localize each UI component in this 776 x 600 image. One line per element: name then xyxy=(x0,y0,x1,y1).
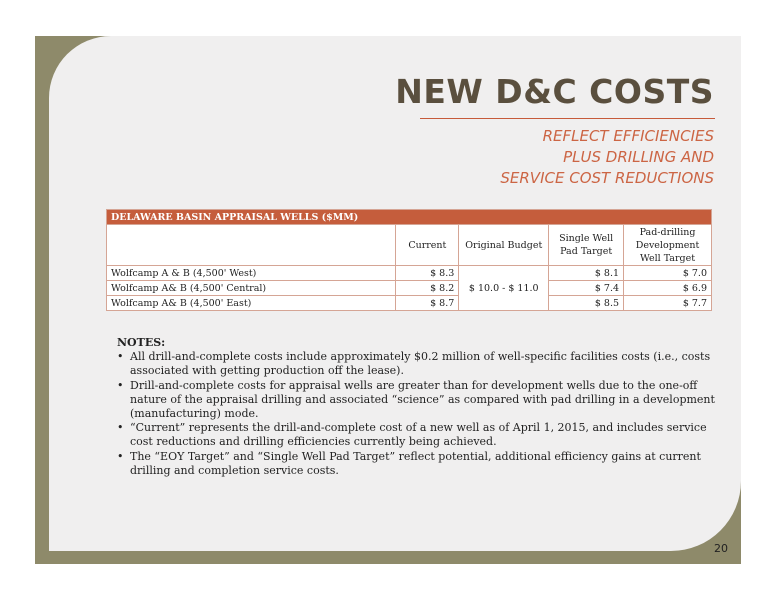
col-header-original-budget: Original Budget xyxy=(459,225,549,266)
header-line: Development xyxy=(635,239,700,251)
note-item xyxy=(117,350,717,378)
single-well-cost-cell: $ 8.1 xyxy=(549,266,624,281)
table-row xyxy=(107,281,712,296)
note-text: “Current” represents the drill-and-complete cost of a new well as of April 1, 2015, and includes service cost reductions and drilling efficiencies currently being achieved. xyxy=(130,421,707,449)
single-well-cost-cell: $ 7.4 xyxy=(549,281,624,296)
note-text: All drill-and-complete costs include approximately $0.2 million of well-specific facilities costs (i.e., costs associated with getting production off the lease). xyxy=(130,350,711,378)
single-well-cost-cell: $ 8.5 xyxy=(549,296,624,311)
header-line: Pad Target xyxy=(560,246,613,257)
row-label-header xyxy=(107,225,396,266)
subtitle-line: SERVICE COST REDUCTIONS xyxy=(500,169,714,187)
bullet-icon: • xyxy=(117,421,124,435)
subtitle-line: PLUS DRILLING AND xyxy=(563,148,714,166)
well-name-cell: Wolfcamp A & B (4,500' West) xyxy=(107,266,396,281)
pad-drilling-cost-cell: $ 6.9 xyxy=(624,281,712,296)
note-text: Drill-and-complete costs for appraisal wells are greater than for development wells due to the one-off nature of the appraisal drilling and associated “science” as compared with pad drilling in a development (manufacturing) mode. xyxy=(130,378,715,421)
notes-list xyxy=(117,350,717,478)
col-header-current: Current xyxy=(396,225,459,266)
pad-drilling-cost-cell: $ 7.7 xyxy=(624,296,712,311)
well-name-cell: Wolfcamp A& B (4,500' Central) xyxy=(107,281,396,296)
col-header-single-well xyxy=(549,225,624,266)
notes-heading: NOTES: xyxy=(117,336,166,349)
table-caption: DELAWARE BASIN APPRAISAL WELLS ($MM) xyxy=(107,210,712,225)
notes-section xyxy=(117,336,717,478)
header-line: Pad-drilling xyxy=(639,226,696,238)
slide-subtitle xyxy=(500,126,714,189)
bullet-icon: • xyxy=(117,350,124,364)
note-item xyxy=(117,379,717,422)
slide-title: NEW D&C COSTS xyxy=(395,72,714,111)
table-row xyxy=(107,266,712,281)
note-item xyxy=(117,421,717,449)
well-name-cell: Wolfcamp A& B (4,500' East) xyxy=(107,296,396,311)
well-costs-table xyxy=(106,209,712,311)
pad-drilling-cost-cell: $ 7.0 xyxy=(624,266,712,281)
header-line: Well Target xyxy=(640,252,696,264)
subtitle-line: REFLECT EFFICIENCIES xyxy=(542,127,714,145)
current-cost-cell: $ 8.7 xyxy=(396,296,459,311)
current-cost-cell: $ 8.2 xyxy=(396,281,459,296)
col-header-pad-drilling xyxy=(624,225,712,266)
note-text: The “EOY Target” and “Single Well Pad Target” reflect potential, additional efficiency gains at current drilling and completion service costs. xyxy=(130,449,701,477)
bullet-icon: • xyxy=(117,378,124,392)
page-number: 20 xyxy=(714,542,728,555)
current-cost-cell: $ 8.3 xyxy=(396,266,459,281)
bullet-icon: • xyxy=(117,449,124,463)
title-underline xyxy=(420,118,715,119)
header-line: Single Well xyxy=(559,233,614,244)
original-budget-cell: $ 10.0 - $ 11.0 xyxy=(459,266,549,311)
table-row xyxy=(107,296,712,311)
note-item xyxy=(117,450,717,478)
